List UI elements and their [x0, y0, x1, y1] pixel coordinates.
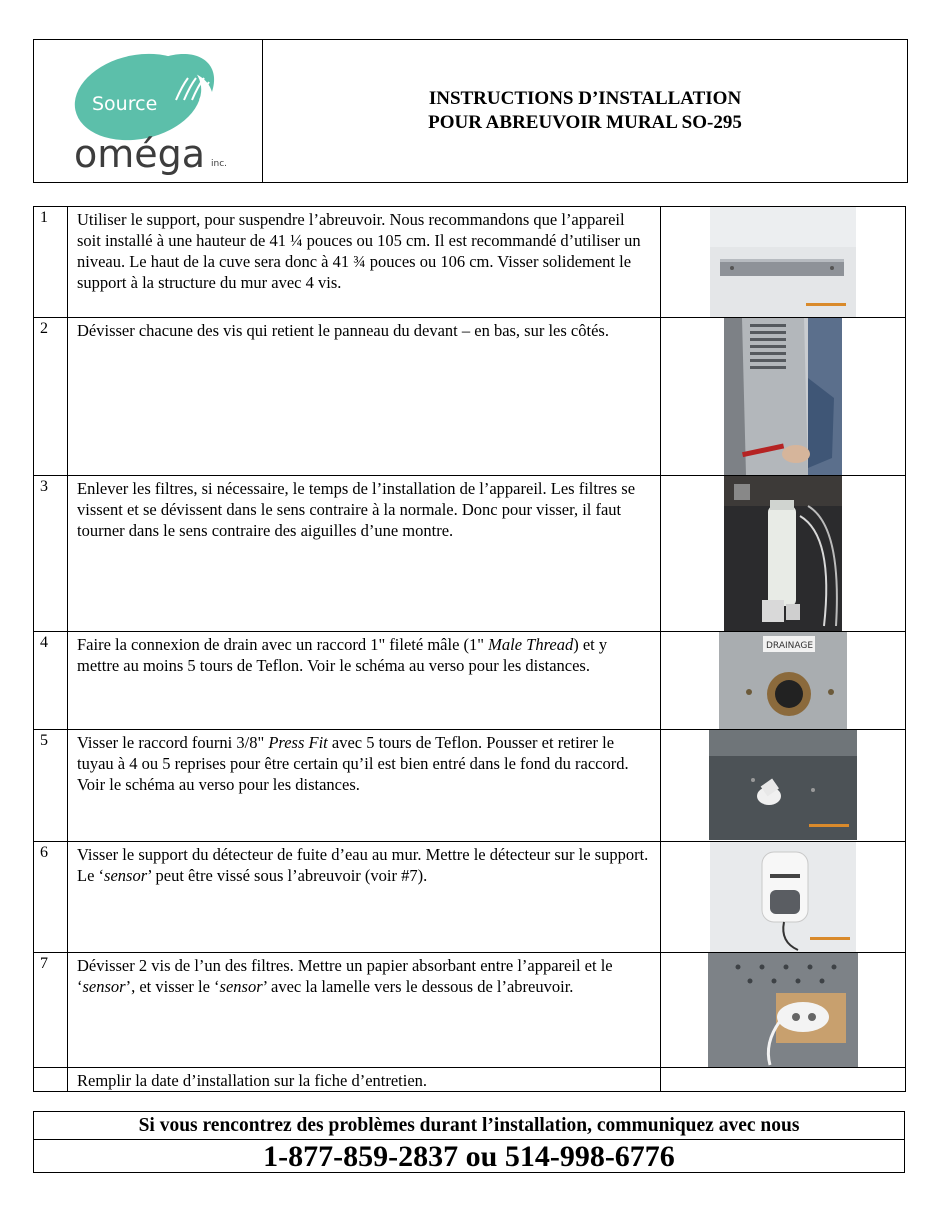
step-text-part: Enlever les filtres, si nécessaire, le temps de l’installation de l’appareil. Les filtres se vissent et se dévissent dans le sens contraire à la normale. Donc pour visser, il faut tourner dans le sens contraire des aiguilles d’une montre.	[77, 479, 636, 540]
step-text-part: Dévisser chacune des vis qui retient le panneau du devant – en bas, sur les côtés.	[77, 321, 609, 340]
step-row-6	[34, 842, 906, 953]
step-number: 3	[34, 476, 68, 632]
step-text-italic: Press Fit	[268, 733, 328, 752]
logo-source-text: Source	[92, 93, 158, 115]
step-number: 7	[34, 953, 68, 1068]
step-row-7	[34, 953, 906, 1068]
logo-cell	[34, 40, 263, 182]
step-text-part: ) et y mettre au moins 5 tours de Teflon. Voir le schéma au verso pour les distances.	[77, 635, 608, 675]
step-number: 1	[34, 207, 68, 318]
step-text-part: Visser le support du détecteur de fuite d’eau au mur. Mettre le détecteur sur le support. Le ‘	[77, 845, 649, 885]
logo-inc-text: inc.	[211, 159, 228, 169]
step-text-part: avec 5 tours de Teflon. Pousser et retirer le tuyau à 4 ou 5 reprises pour être certain qu’il est bien entré dans le fond du raccord. Voir le schéma au verso pour les distances.	[77, 733, 629, 794]
drainage-label: DRAINAGE	[766, 641, 814, 651]
step-number	[34, 1068, 68, 1092]
step-text	[68, 476, 661, 632]
title-line-2: POUR ABREUVOIR MURAL SO-295	[428, 112, 742, 133]
contact-text: Si vous rencontrez des problèmes durant l’installation, communiquez avec nous	[34, 1112, 904, 1140]
title-cell	[263, 40, 907, 182]
step-row-final	[34, 1068, 906, 1092]
step-text-italic: Male Thread	[488, 635, 574, 654]
logo-omega-text: oméga	[74, 132, 206, 176]
press-fit-fitting-photo	[709, 730, 857, 840]
step-text-part: ’ peut être vissé sous l’abreuvoir (voir #7).	[147, 866, 428, 885]
step-text	[68, 953, 661, 1068]
step-text-part: Faire la connexion de drain avec un raccord 1" fileté mâle (1"	[77, 635, 489, 654]
front-panel-screws-photo	[724, 318, 842, 475]
step-text-italic: sensor	[219, 977, 263, 996]
step-row-2	[34, 318, 906, 476]
step-row-3	[34, 476, 906, 632]
contact-footer	[33, 1111, 905, 1173]
drain-connection-photo	[719, 632, 847, 729]
step-row-1	[34, 207, 906, 318]
step-text-part: Utiliser le support, pour suspendre l’abreuvoir. Nous recommandons que l’appareil soit installé à une hauteur de 41 ¼ pouces ou 105 cm. Il est recommandé d’utiliser un niveau. Le haut de la cuve sera donc à 41 ¾ pouces ou 106 cm. Visser solidement le support à la structure du mur avec 4 vis.	[77, 210, 641, 292]
step-text-part: Remplir la date d’installation sur la fiche d’entretien.	[77, 1071, 428, 1090]
step-text-part: Visser le raccord fourni 3/8"	[77, 733, 269, 752]
phone-numbers: 1-877-859-2837 ou 514-998-6776	[263, 1140, 675, 1173]
leak-detector-photo	[710, 842, 856, 952]
source-omega-logo	[34, 40, 262, 182]
steps-table	[33, 206, 906, 1092]
step-text	[68, 730, 661, 842]
step-row-4	[34, 632, 906, 730]
step-text	[68, 207, 661, 318]
step-number: 2	[34, 318, 68, 476]
step-text	[68, 842, 661, 953]
step-image-cell	[661, 953, 906, 1068]
step-text	[68, 1068, 661, 1092]
step-image-cell	[661, 207, 906, 318]
step-text-part: ’, et visser le ‘	[125, 977, 220, 996]
step-row-5	[34, 730, 906, 842]
step-image-cell	[661, 842, 906, 953]
step-text	[68, 318, 661, 476]
step-image-cell	[661, 1068, 906, 1092]
step-text-italic: sensor	[104, 866, 148, 885]
step-number: 4	[34, 632, 68, 730]
step-text	[68, 632, 661, 730]
step-number: 5	[34, 730, 68, 842]
step-image-cell	[661, 730, 906, 842]
step-text-part: Dévisser 2 vis de l’un des filtres. Mettre un papier absorbant entre l’appareil et le ‘	[77, 956, 613, 996]
step-number: 6	[34, 842, 68, 953]
step-text-italic: sensor	[82, 977, 126, 996]
water-filter-photo	[724, 476, 842, 631]
wall-bracket-photo	[710, 207, 856, 317]
title-line-1: INSTRUCTIONS D’INSTALLATION	[428, 88, 742, 109]
sensor-mounted-photo	[708, 953, 858, 1067]
step-image-cell	[661, 476, 906, 632]
step-image-cell	[661, 632, 906, 730]
step-text-part: ’ avec la lamelle vers le dessous de l’abreuvoir.	[262, 977, 574, 996]
step-image-cell	[661, 318, 906, 476]
document-header	[33, 39, 908, 183]
